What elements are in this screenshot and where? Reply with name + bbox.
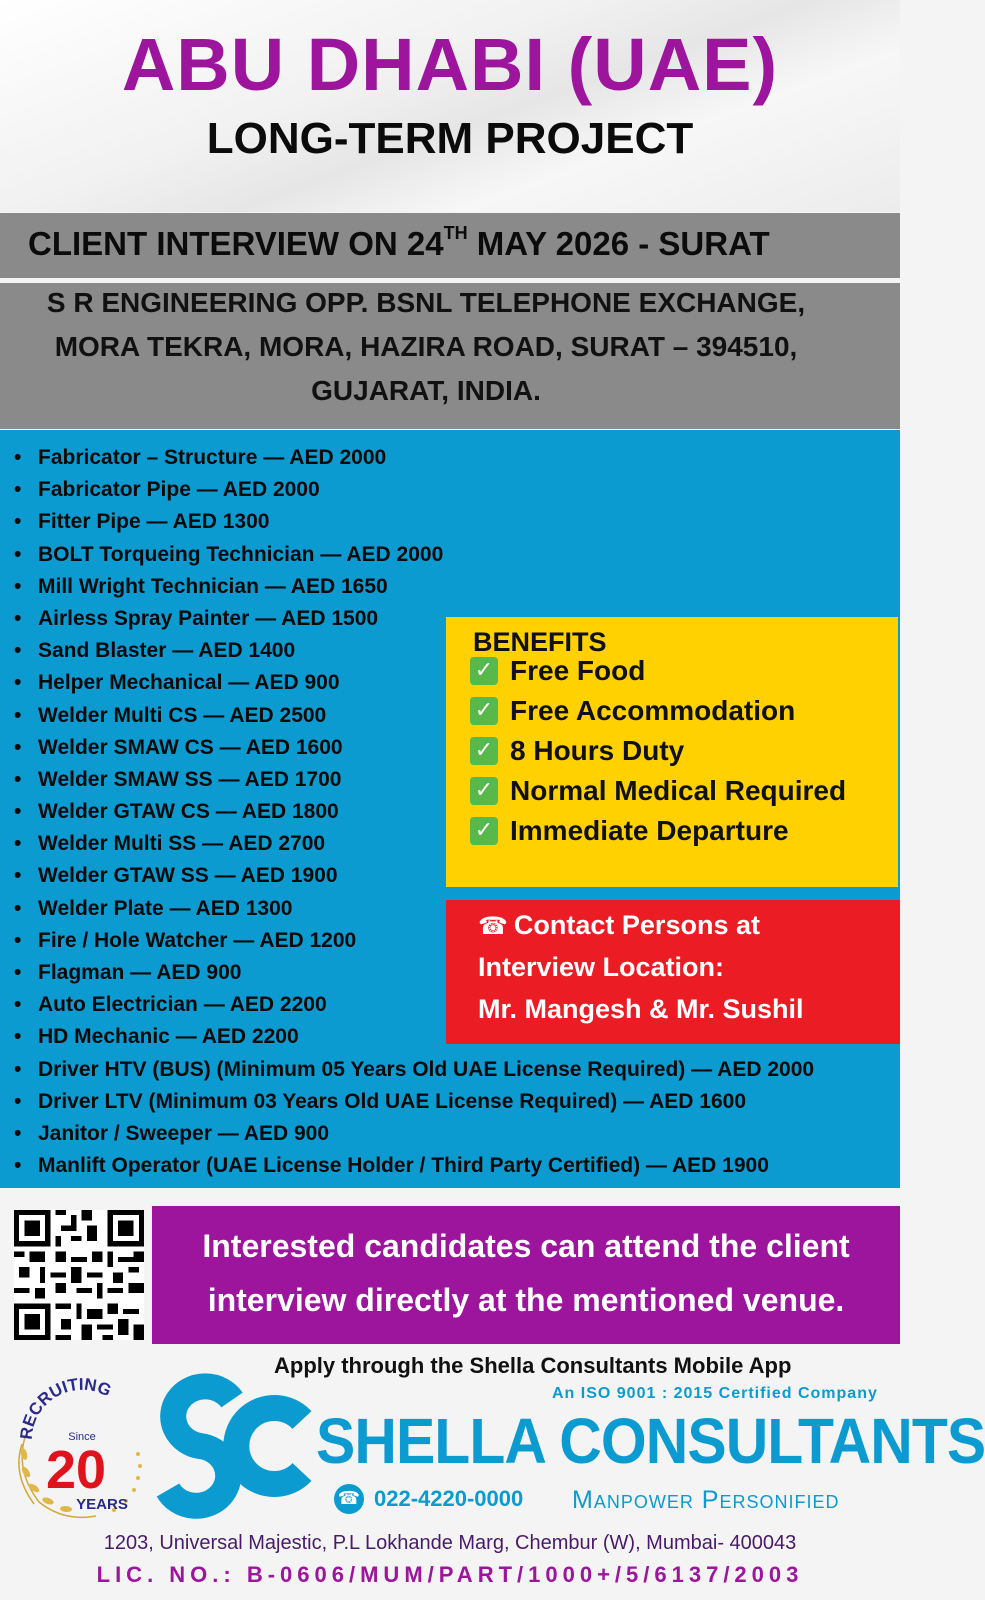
job-title-salary: Janitor / Sweeper — AED 900 (38, 1121, 329, 1145)
benefit-item (470, 733, 684, 769)
phone-icon: ☎ (334, 1484, 364, 1514)
contact-box (446, 900, 900, 1044)
interview-band (0, 213, 900, 278)
bullet-icon: • (14, 639, 22, 663)
job-title-salary: Fire / Hole Watcher — AED 1200 (38, 928, 357, 952)
bullet-icon: • (14, 574, 22, 598)
page-subtitle: LONG-TERM PROJECT (206, 114, 694, 163)
benefit-item (470, 653, 645, 689)
bullet-icon: • (14, 1154, 22, 1178)
check-mark-icon: ✓ (470, 657, 498, 685)
bullet-icon: • (14, 896, 22, 920)
job-title-salary: Welder GTAW CS — AED 1800 (38, 800, 339, 824)
contact-line-2: Interview Location: (478, 952, 725, 982)
bullet-icon: • (14, 961, 22, 984)
bullet-icon: • (14, 767, 22, 791)
contact-line-1 (478, 910, 760, 941)
bullet-icon: • (14, 446, 22, 469)
header (0, 0, 900, 212)
job-title-salary: Fitter Pipe — AED 1300 (38, 510, 270, 534)
benefit-label: Free Accommodation (510, 695, 796, 726)
job-list-item (14, 539, 814, 571)
cta-line-1: Interested candidates can attend the client (202, 1228, 850, 1264)
job-title-salary: Welder GTAW SS — AED 1900 (38, 864, 338, 888)
company-phone[interactable] (334, 1484, 523, 1514)
job-title-salary: Welder Plate — AED 1300 (38, 896, 293, 920)
job-list-item (14, 474, 814, 506)
job-list-item (14, 506, 814, 538)
bullet-icon: • (14, 993, 22, 1017)
job-title-salary: Manlift Operator (UAE License Holder / Third Party Certified) — AED 1900 (38, 1154, 769, 1178)
benefits-title: BENEFITS (473, 627, 607, 657)
bullet-icon: • (14, 800, 22, 824)
bullet-icon: • (14, 1057, 22, 1081)
bullet-icon: • (14, 1025, 22, 1049)
job-title-salary: Welder Multi SS — AED 2700 (38, 832, 326, 856)
svg-text:RECRUITING (17, 1375, 114, 1441)
license-number: LIC. NO.: B-0606/MUM/PART/1000+/5/6137/2003 (96, 1562, 804, 1587)
bullet-icon: • (14, 1089, 22, 1113)
badge-recruiting: RECRUITING (16, 1374, 115, 1441)
job-list-item (14, 1118, 814, 1150)
job-list-item (14, 1086, 814, 1118)
bullet-icon: • (14, 832, 22, 856)
check-mark-icon: ✓ (470, 697, 498, 725)
benefits-box (446, 617, 898, 887)
apply-instruction[interactable]: Apply through the Shella Consultants Mobile App (274, 1353, 792, 1378)
cta-box (152, 1206, 900, 1344)
bullet-icon: • (14, 703, 22, 727)
job-list-item (14, 442, 814, 474)
benefit-label: Immediate Departure (510, 815, 789, 846)
benefit-item (470, 773, 846, 809)
job-title-salary: Welder Multi CS — AED 2500 (38, 703, 327, 727)
bullet-icon: • (14, 478, 22, 502)
contact-label: Contact Persons at (513, 910, 760, 940)
shella-logo-icon (160, 1376, 310, 1514)
interview-suffix: TH (443, 223, 468, 243)
interview-date (28, 225, 770, 263)
iso-certification: An ISO 9001 : 2015 Certified Company (552, 1385, 878, 1402)
bullet-icon: • (14, 671, 22, 695)
job-title-salary: Auto Electrician — AED 2200 (38, 993, 327, 1017)
job-list-item (14, 1150, 814, 1182)
job-title-salary: Fabricator – Structure — AED 2000 (38, 446, 387, 469)
bullet-icon: • (14, 542, 22, 566)
phone-number[interactable]: 022-4220-0000 (374, 1486, 524, 1511)
address-line-1: S R ENGINEERING OPP. BSNL TELEPHONE EXCHANGE, (46, 287, 806, 318)
cta-line-2: interview directly at the mentioned venue. (207, 1282, 845, 1318)
benefit-item (470, 693, 795, 729)
interview-rest: MAY 2026 - SURAT (467, 225, 770, 262)
venue-address (0, 283, 900, 429)
benefit-item (470, 813, 789, 849)
company-name: SHELLA CONSULTANTS (316, 1405, 985, 1477)
bullet-icon: • (14, 928, 22, 952)
bullet-icon: • (14, 864, 22, 888)
qr-code-icon[interactable] (14, 1210, 144, 1340)
bullet-icon: • (14, 606, 22, 630)
bullet-icon: • (14, 510, 22, 534)
page-title: ABU DHABI (UAE) (121, 23, 779, 106)
contact-persons: Mr. Mangesh & Mr. Sushil (478, 994, 804, 1024)
job-title-salary: Mill Wright Technician — AED 1650 (38, 574, 388, 598)
badge-number: 20 (45, 1440, 107, 1500)
bullet-icon: • (14, 1121, 22, 1145)
benefit-label: 8 Hours Duty (510, 735, 685, 766)
benefit-label: Normal Medical Required (510, 775, 847, 806)
job-title-salary: Sand Blaster — AED 1400 (38, 639, 296, 663)
job-title-salary: Welder SMAW CS — AED 1600 (38, 735, 343, 759)
office-address: 1203, Universal Majestic, P.L Lokhande Marg, Chembur (W), Mumbai- 400043 (103, 1532, 797, 1554)
badge-since: Since (68, 1431, 96, 1443)
interview-prefix: CLIENT INTERVIEW ON 24 (28, 225, 444, 262)
check-mark-icon: ✓ (470, 777, 498, 805)
badge-years: YEARS (76, 1496, 128, 1513)
benefit-label: Free Food (510, 655, 646, 686)
phone-icon: ☎ (478, 912, 508, 940)
address-line-3: GUJARAT, INDIA. (311, 375, 541, 406)
company-tagline: Manpower Personified (572, 1486, 840, 1514)
job-list-item (14, 571, 814, 603)
job-title-salary: Helper Mechanical — AED 900 (38, 671, 340, 695)
job-title-salary: BOLT Torqueing Technician — AED 2000 (38, 542, 444, 566)
job-title-salary: HD Mechanic — AED 2200 (38, 1025, 299, 1049)
job-title-salary: Driver HTV (BUS) (Minimum 05 Years Old UAE License Required) — AED 2000 (38, 1057, 815, 1081)
check-mark-icon: ✓ (470, 737, 498, 765)
address-line-2: MORA TEKRA, MORA, HAZIRA ROAD, SURAT – 394510, (54, 331, 798, 362)
job-list-item (14, 1054, 814, 1086)
job-title-salary: Fabricator Pipe — AED 2000 (38, 478, 320, 502)
job-title-salary: Flagman — AED 900 (38, 961, 242, 984)
job-title-salary: Airless Spray Painter — AED 1500 (38, 606, 379, 630)
bullet-icon: • (14, 735, 22, 759)
recruiting-20-years-badge-icon (4, 1374, 156, 1526)
job-title-salary: Driver LTV (Minimum 03 Years Old UAE License Required) — AED 1600 (38, 1089, 747, 1113)
job-title-salary: Welder SMAW SS — AED 1700 (38, 767, 342, 791)
check-mark-icon: ✓ (470, 817, 498, 845)
